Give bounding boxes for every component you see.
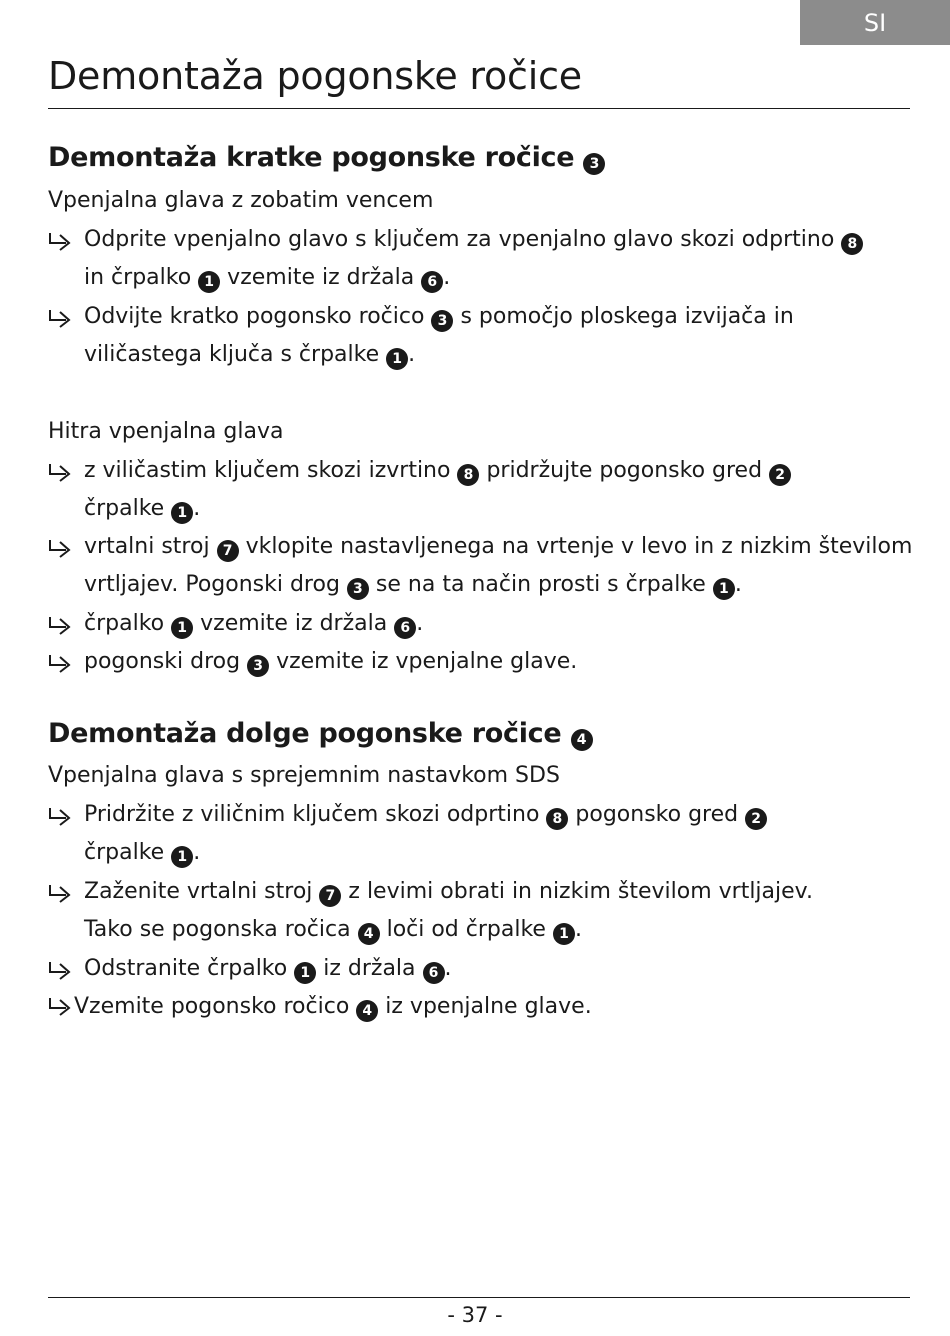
arrow-bullet-icon <box>48 460 74 482</box>
instruction-text: . <box>408 342 416 367</box>
instruction-text: Odstranite črpalko <box>84 956 288 981</box>
instruction-text: iz vpenjalne glave. <box>385 994 592 1019</box>
instruction-text: vzemite iz držala <box>227 265 415 290</box>
number-badge: 6 <box>423 962 445 984</box>
instruction-text: iz držala <box>323 956 416 981</box>
page-title: Demontaža pogonske ročice <box>48 54 582 98</box>
number-badge: 4 <box>358 923 380 945</box>
instruction-text: se na ta način prosti s črpalke <box>375 572 706 597</box>
instruction-text: . <box>444 956 452 981</box>
number-badge: 7 <box>217 540 239 562</box>
instruction-text: pridržujte pogonsko gred <box>486 458 763 483</box>
arrow-bullet-icon <box>48 881 74 903</box>
instruction-line <box>84 609 423 639</box>
instruction-line <box>84 532 912 562</box>
instruction-text: . <box>734 572 742 597</box>
number-badge: 6 <box>394 617 416 639</box>
instruction-text: črpalke <box>84 840 165 865</box>
language-tab <box>800 0 950 45</box>
instruction-line <box>84 915 582 945</box>
instruction-line <box>84 494 200 524</box>
number-badge: 1 <box>386 348 408 370</box>
section-heading-text: Demontaža kratke pogonske ročice <box>48 142 575 173</box>
instruction-text: pogonski drog <box>84 649 241 674</box>
number-badge: 3 <box>347 578 369 600</box>
number-badge: 8 <box>841 233 863 255</box>
arrow-bullet-icon <box>48 651 74 673</box>
instruction-text: črpalke <box>84 496 165 521</box>
footer-divider <box>48 1297 910 1298</box>
instruction-text: vklopite nastavljenega na vrtenje v levo in z nizkim številom <box>245 534 913 559</box>
number-badge: 6 <box>421 271 443 293</box>
number-badge: 3 <box>431 310 453 332</box>
number-badge: 1 <box>553 923 575 945</box>
page-number: - 37 - <box>447 1303 503 1327</box>
instruction-text: Odprite vpenjalno glavo s ključem za vpenjalno glavo skozi odprtino <box>84 227 835 252</box>
instruction-text: Tako se pogonska ročica <box>84 917 351 942</box>
number-badge: 8 <box>546 808 568 830</box>
instruction-line <box>84 800 767 830</box>
arrow-bullet-icon <box>48 804 74 826</box>
instruction-line <box>84 570 742 600</box>
instruction-text: vzemite iz držala <box>200 611 388 636</box>
number-badge: 4 <box>571 729 593 751</box>
instruction-line <box>84 263 450 293</box>
number-badge: 1 <box>171 617 193 639</box>
arrow-bullet-icon <box>48 536 74 558</box>
instruction-line <box>84 456 791 486</box>
instruction-text: . <box>193 496 201 521</box>
arrow-bullet-icon <box>48 994 74 1016</box>
instruction-line <box>84 954 452 984</box>
section-heading-text: Demontaža dolge pogonske ročice <box>48 718 562 749</box>
instruction-text: pogonsko gred <box>575 802 739 827</box>
instruction-text: . <box>416 611 424 636</box>
language-tab-label: SI <box>863 8 887 37</box>
instruction-text: vrtalni stroj <box>84 534 210 559</box>
number-badge: 1 <box>171 502 193 524</box>
arrow-bullet-icon <box>48 229 74 251</box>
number-badge: 3 <box>583 153 605 175</box>
instruction-line <box>84 838 200 868</box>
number-badge: 1 <box>171 846 193 868</box>
number-badge: 1 <box>198 271 220 293</box>
instruction-text: vzemite iz vpenjalne glave. <box>276 649 578 674</box>
number-badge: 1 <box>294 962 316 984</box>
number-badge: 7 <box>319 885 341 907</box>
instruction-text: Zaženite vrtalni stroj <box>84 879 313 904</box>
arrow-bullet-icon <box>48 306 74 328</box>
arrow-bullet-icon <box>48 958 74 980</box>
instruction-line <box>84 225 863 255</box>
instruction-text: . <box>443 265 451 290</box>
instruction-line <box>84 877 813 907</box>
section-heading-short-drive-shaft <box>48 142 605 175</box>
title-divider <box>48 108 910 109</box>
instruction-line <box>84 340 415 370</box>
instruction-text: s pomočjo ploskega izvijača in <box>460 304 794 329</box>
number-badge: 8 <box>457 464 479 486</box>
instruction-line <box>84 302 794 332</box>
number-badge: 1 <box>713 578 735 600</box>
number-badge: 2 <box>745 808 767 830</box>
instruction-text: črpalko <box>84 611 165 636</box>
instruction-text: vrtljajev. Pogonski drog <box>84 572 340 597</box>
instruction-text: Vzemite pogonsko ročico <box>74 994 350 1019</box>
instruction-text: Pridržite z viličnim ključem skozi odprtino <box>84 802 540 827</box>
subheading-gear-chuck: Vpenjalna glava z zobatim vencem <box>48 188 434 213</box>
instruction-text: in črpalko <box>84 265 192 290</box>
number-badge: 4 <box>356 1000 378 1022</box>
instruction-text: Odvijte kratko pogonsko ročico <box>84 304 425 329</box>
number-badge: 2 <box>769 464 791 486</box>
section-heading-long-drive-shaft <box>48 718 593 751</box>
instruction-text: viličastega ključa s črpalke <box>84 342 380 367</box>
subheading-quick-chuck: Hitra vpenjalna glava <box>48 419 284 444</box>
instruction-text: z viličastim ključem skozi izvrtino <box>84 458 451 483</box>
instruction-line <box>84 647 577 677</box>
instruction-text: . <box>574 917 582 942</box>
instruction-text: . <box>193 840 201 865</box>
arrow-bullet-icon <box>48 613 74 635</box>
instruction-text: z levimi obrati in nizkim številom vrtljajev. <box>348 879 813 904</box>
number-badge: 3 <box>247 655 269 677</box>
instruction-text: loči od črpalke <box>386 917 546 942</box>
instruction-line <box>48 992 592 1022</box>
subheading-sds-chuck: Vpenjalna glava s sprejemnim nastavkom SDS <box>48 763 560 788</box>
